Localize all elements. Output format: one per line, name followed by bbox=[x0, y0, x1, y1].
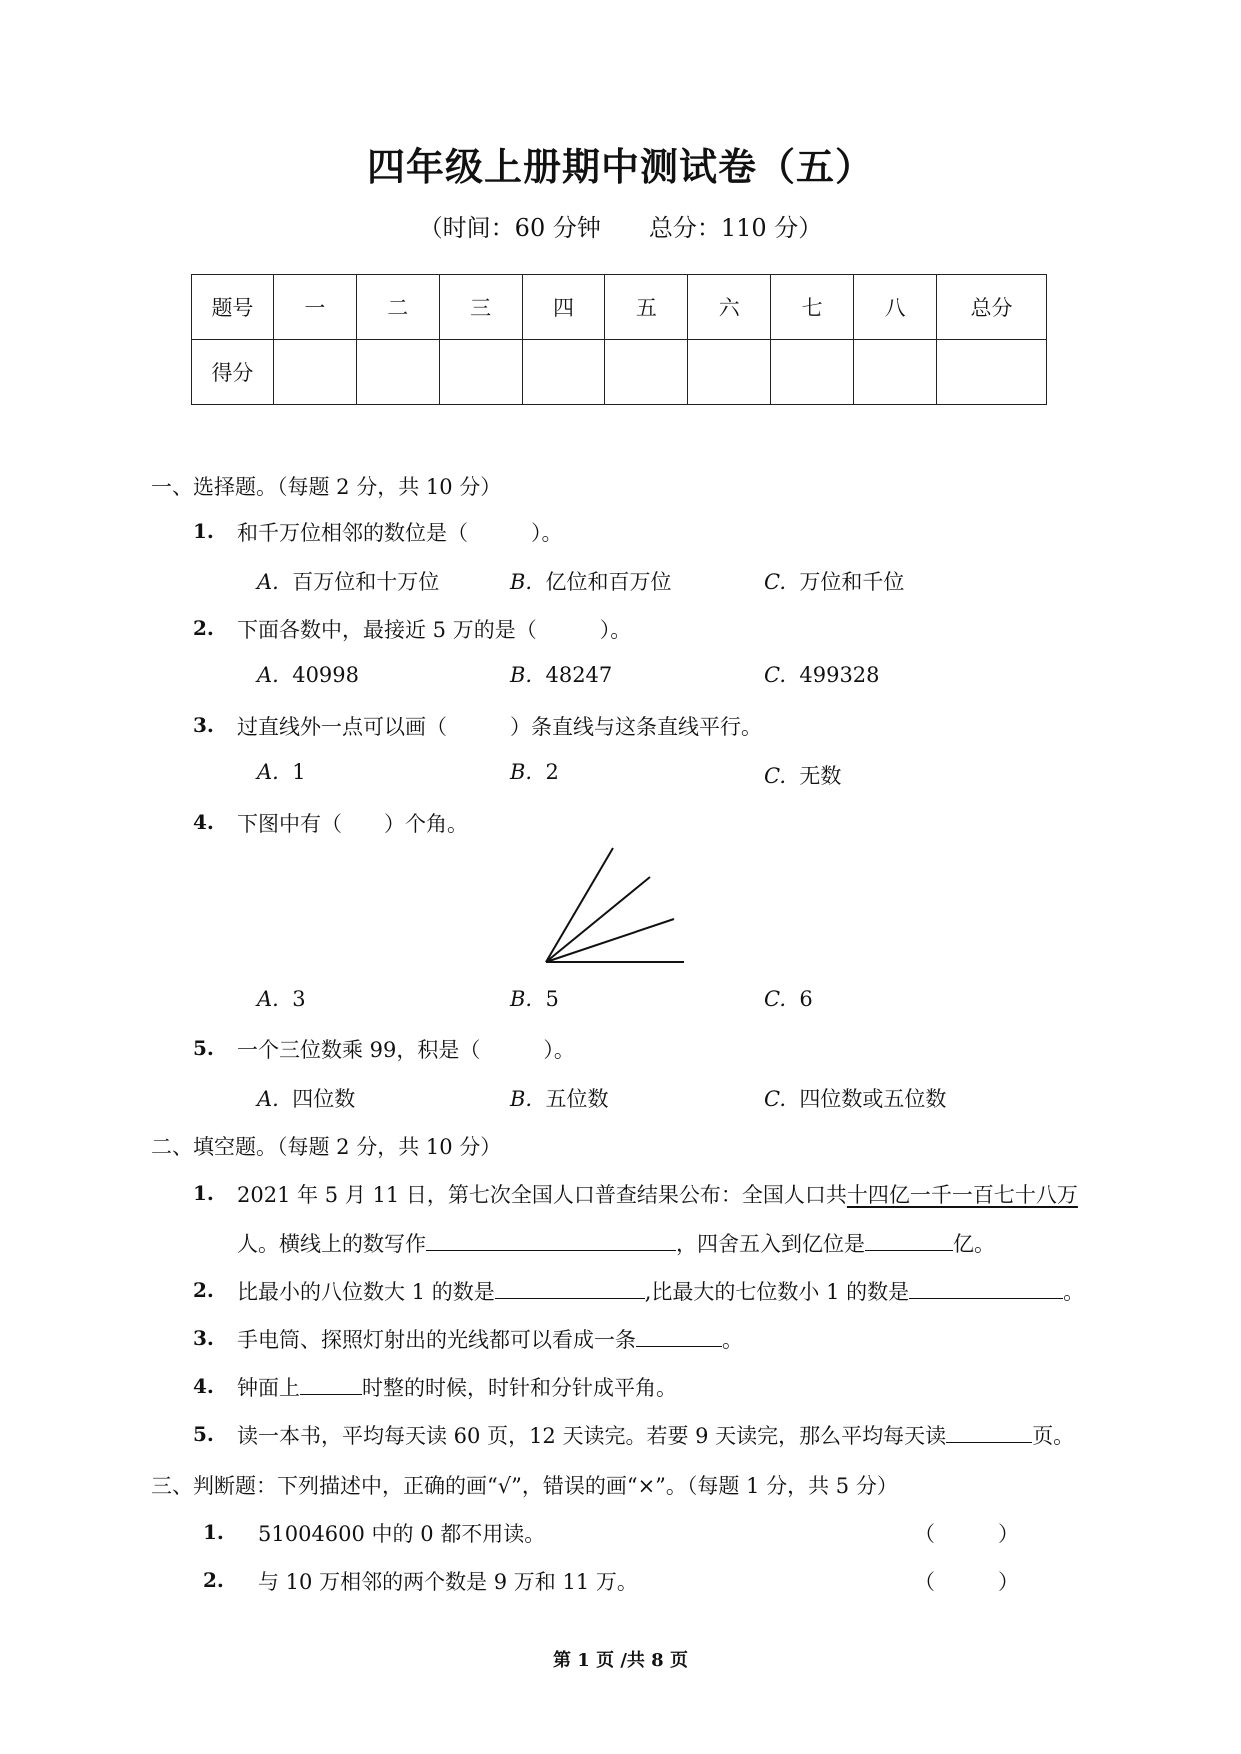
question-number: 1. bbox=[203, 1520, 224, 1544]
score-cell[interactable] bbox=[273, 340, 356, 405]
score-cell[interactable] bbox=[688, 340, 771, 405]
score-table-score-row bbox=[192, 340, 1047, 405]
section-heading-fill: 二、填空题。（每题 2 分，共 10 分） bbox=[151, 1135, 502, 1159]
answer-blank[interactable] bbox=[495, 1276, 645, 1299]
question-text: 51004600 中的 0 都不用读。 bbox=[258, 1522, 546, 1546]
option-c[interactable]: C. 无数 bbox=[764, 764, 842, 788]
answer-blank[interactable] bbox=[946, 1420, 1032, 1443]
question-text: 钟面上 时整的时候，时针和分针成平角。 bbox=[237, 1372, 677, 1402]
question-number: 3. bbox=[193, 713, 214, 737]
question-number: 1. bbox=[193, 519, 214, 543]
question-number: 4. bbox=[193, 810, 214, 834]
answer-parentheses[interactable]: （ ） bbox=[914, 1570, 1019, 1594]
table-cell: 二 bbox=[356, 275, 439, 340]
question-text: 手电筒、探照灯射出的光线都可以看成一条 。 bbox=[237, 1324, 743, 1354]
option-b[interactable]: B. 亿位和百万位 bbox=[510, 570, 672, 594]
option-a[interactable]: A. 3 bbox=[257, 987, 306, 1011]
answer-parentheses[interactable]: （ ） bbox=[914, 1522, 1019, 1546]
option-a[interactable]: A. 1 bbox=[257, 760, 306, 784]
table-cell: 总分 bbox=[937, 275, 1047, 340]
table-cell: 一 bbox=[273, 275, 356, 340]
question-text: 和千万位相邻的数位是（ ）。 bbox=[237, 521, 563, 545]
option-a[interactable]: A. 四位数 bbox=[257, 1087, 356, 1111]
table-cell: 题号 bbox=[192, 275, 274, 340]
question-text: 比最小的八位数大 1 的数是 ,比最大的七位数小 1 的数是 。 bbox=[237, 1276, 1084, 1306]
score-cell[interactable] bbox=[522, 340, 605, 405]
table-cell: 六 bbox=[688, 275, 771, 340]
score-cell[interactable] bbox=[439, 340, 522, 405]
option-a[interactable]: A. 40998 bbox=[257, 663, 360, 687]
section-heading-judge: 三、判断题：下列描述中，正确的画“√”，错误的画“×”。（每题 1 分，共 5 分） bbox=[151, 1474, 898, 1498]
score-cell[interactable] bbox=[854, 340, 937, 405]
score-cell[interactable] bbox=[771, 340, 854, 405]
option-c[interactable]: C. 499328 bbox=[764, 663, 880, 687]
table-cell: 三 bbox=[439, 275, 522, 340]
answer-blank[interactable] bbox=[300, 1372, 362, 1395]
angle-figure bbox=[540, 840, 690, 970]
question-text-continued: 人。横线上的数写作 ，四舍五入到亿位是 亿。 bbox=[237, 1228, 995, 1258]
option-a[interactable]: A. 百万位和十万位 bbox=[257, 570, 440, 594]
question-number: 5. bbox=[193, 1036, 214, 1060]
question-text: 一个三位数乘 99，积是（ ）。 bbox=[237, 1038, 575, 1062]
table-cell: 四 bbox=[522, 275, 605, 340]
answer-blank[interactable] bbox=[636, 1324, 722, 1347]
section-heading-choice: 一、选择题。（每题 2 分，共 10 分） bbox=[151, 475, 502, 499]
question-number: 2. bbox=[203, 1568, 224, 1592]
question-number: 5. bbox=[193, 1422, 214, 1446]
figure-ray bbox=[546, 877, 650, 962]
figure-ray bbox=[546, 919, 674, 962]
question-text: 读一本书，平均每天读 60 页，12 天读完。若要 9 天读完，那么平均每天读 页。 bbox=[237, 1420, 1074, 1450]
table-cell: 七 bbox=[771, 275, 854, 340]
option-c[interactable]: C. 万位和千位 bbox=[764, 570, 905, 594]
question-number: 2. bbox=[193, 616, 214, 640]
question-number: 1. bbox=[193, 1181, 214, 1205]
score-cell[interactable] bbox=[356, 340, 439, 405]
score-table-header-row bbox=[192, 275, 1047, 340]
underlined-number-words: 十四亿一千一百七十八万 bbox=[846, 1183, 1078, 1207]
exam-subtitle bbox=[0, 208, 1241, 243]
question-text: 2021 年 5 月 11 日，第七次全国人口普查结果公布：全国人口共十四亿一千一百七十八万 bbox=[237, 1183, 1078, 1207]
option-c[interactable]: C. 四位数或五位数 bbox=[764, 1087, 947, 1111]
question-number: 2. bbox=[193, 1278, 214, 1302]
question-text: 下图中有（ ）个角。 bbox=[237, 812, 468, 836]
time-label: （时间：60 分钟 bbox=[418, 214, 601, 242]
score-cell[interactable] bbox=[605, 340, 688, 405]
question-number: 4. bbox=[193, 1374, 214, 1398]
answer-blank[interactable] bbox=[426, 1228, 676, 1251]
page-footer: 第 1 页 /共 8 页 bbox=[553, 1650, 688, 1671]
option-b[interactable]: B. 2 bbox=[510, 760, 559, 784]
score-label: 总分：110 分） bbox=[648, 214, 823, 242]
option-b[interactable]: B. 五位数 bbox=[510, 1087, 609, 1111]
option-c[interactable]: C. 6 bbox=[764, 987, 813, 1011]
table-cell: 得分 bbox=[192, 340, 274, 405]
question-text: 过直线外一点可以画（ ）条直线与这条直线平行。 bbox=[237, 715, 762, 739]
question-text: 下面各数中，最接近 5 万的是（ ）。 bbox=[237, 618, 632, 642]
figure-ray bbox=[546, 848, 613, 962]
option-b[interactable]: B. 5 bbox=[510, 987, 559, 1011]
question-number: 3. bbox=[193, 1326, 214, 1350]
answer-blank[interactable] bbox=[909, 1276, 1063, 1299]
table-cell: 八 bbox=[854, 275, 937, 340]
score-cell[interactable] bbox=[937, 340, 1047, 405]
score-table bbox=[191, 274, 1047, 405]
table-cell: 五 bbox=[605, 275, 688, 340]
exam-title: 四年级上册期中测试卷（五） bbox=[366, 145, 874, 189]
question-text: 与 10 万相邻的两个数是 9 万和 11 万。 bbox=[258, 1570, 638, 1594]
option-b[interactable]: B. 48247 bbox=[510, 663, 613, 687]
answer-blank[interactable] bbox=[865, 1228, 953, 1251]
